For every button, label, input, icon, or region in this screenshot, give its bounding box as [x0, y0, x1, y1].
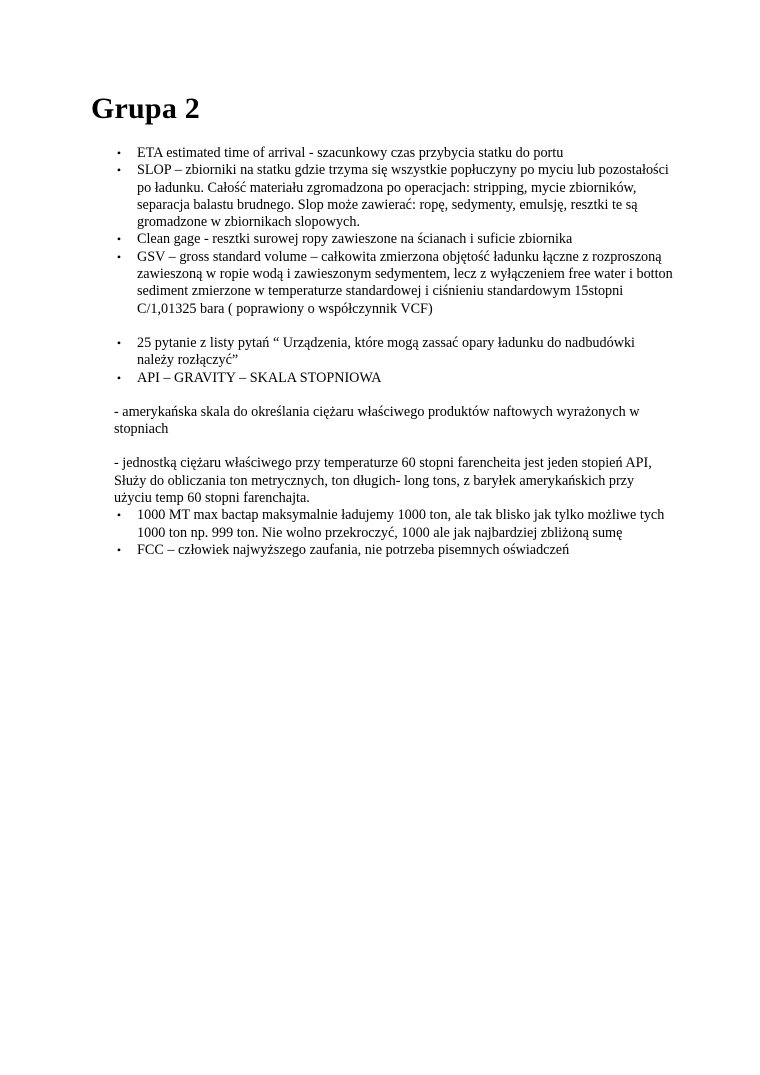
bullet-icon: • [116, 508, 122, 523]
list-item-text: GSV – gross standard volume – całkowita zmierzona objętość ładunku łączne z rozproszoną zawieszoną w ropie wodą i zawieszonym sedymentem, lecz z wyłączeniem free water i botton sediment zmierzone w temperaturze standardowej i ciśnieniu standardowym 15stopni C/1,01325 bara ( poprawiony o współczynnik VCF) [137, 248, 673, 317]
list-item-text: Clean gage - resztki surowej ropy zawieszone na ścianach i suficie zbiornika [137, 231, 573, 248]
bullet-list-2 [114, 507, 674, 559]
list-item-text: SLOP – zbiorniki na statku gdzie trzyma się wszystkie popłuczyny po myciu lub pozostałości po ładunku. Całość materiału zgromadzona po operacjach: stripping, mycie zbiorników, separacja balastu brudnego. Slop może zawierać: ropę, sedymenty, emulsję, resztki te są gromadzone w zbiornikach slopowych. [137, 162, 669, 231]
page-title: Grupa 2 [91, 92, 200, 125]
bullet-icon: • [116, 232, 122, 247]
list-item-text: API – GRAVITY – SKALA STOPNIOWA [137, 369, 382, 386]
list-item-eta [114, 145, 674, 162]
bullet-icon: • [116, 146, 122, 160]
bullet-list-1 [114, 145, 674, 387]
list-item-question-25 [114, 335, 674, 370]
bullet-icon: • [116, 163, 122, 178]
list-item-text: 1000 MT max bactap maksymalnie ładujemy 1000 ton, ale tak blisko jak tylko możliwe tych 1000 ton np. 999 ton. Nie wolno przekroczyć, 1000 ale jak najbardziej zbliżoną sumę [137, 507, 665, 541]
document-body [114, 145, 674, 559]
list-item-text: ETA estimated time of arrival - szacunkowy czas przybycia statku do portu [137, 145, 564, 161]
list-item-fcc [114, 542, 674, 559]
paragraph-api-unit: - jednostką ciężaru właściwego przy temperaturze 60 stopni farencheita jest jeden stopień API, Służy do obliczania ton metrycznych, ton długich- long tons, z baryłek amerykańskich przy użyciu temp 60 stopni farenchajta. [114, 455, 652, 507]
bullet-icon: • [116, 335, 122, 350]
list-item-text: FCC – człowiek najwyższego zaufania, nie potrzeba pisemnych oświadczeń [137, 541, 570, 558]
list-item-gsv [114, 249, 674, 318]
bullet-icon: • [116, 249, 122, 264]
list-item-slop [114, 162, 674, 231]
bullet-icon: • [116, 542, 122, 557]
list-item-clean-gage [114, 231, 674, 248]
paragraph-api-definition: - amerykańska skala do określania ciężaru właściwego produktów naftowych wyrażonych w stopniach [114, 403, 640, 438]
list-item-text: 25 pytanie z listy pytań “ Urządzenia, które mogą zassać opary ładunku do nadbudówki należy rozłączyć” [137, 334, 635, 369]
bullet-icon: • [116, 370, 122, 385]
list-item-1000-mt [114, 507, 674, 542]
list-item-api-gravity [114, 370, 674, 387]
